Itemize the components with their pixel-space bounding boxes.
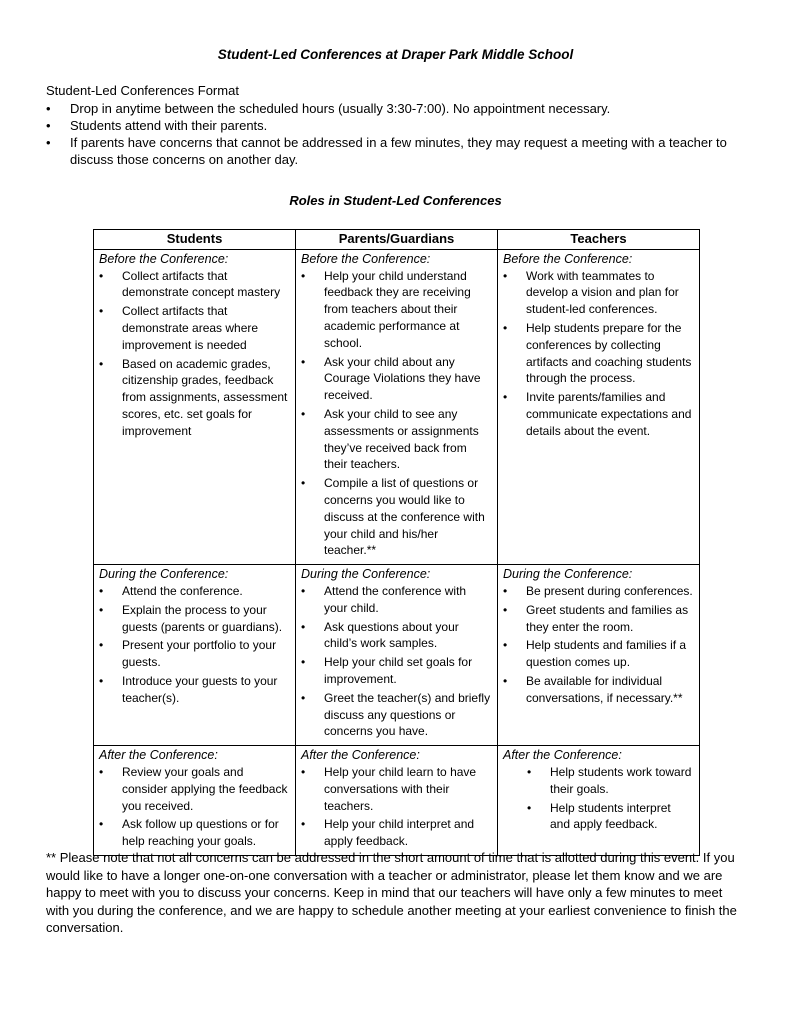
list-item xyxy=(503,583,694,600)
cell-list xyxy=(503,583,694,707)
list-item xyxy=(503,602,694,636)
bullet-icon: • xyxy=(99,673,104,688)
phase-label: Before the Conference: xyxy=(301,251,431,266)
bullet-icon: • xyxy=(46,118,51,133)
list-item-text: Introduce your guests to your teacher(s). xyxy=(122,673,278,705)
list-item xyxy=(301,354,492,404)
cell-list xyxy=(99,268,290,440)
roles-table xyxy=(93,229,700,856)
list-item-text: Greet the teacher(s) and briefly discuss any questions or concerns you have. xyxy=(324,690,491,739)
bullet-icon: • xyxy=(301,764,306,779)
phase-label: After the Conference: xyxy=(301,748,420,763)
table-cell-parents-before xyxy=(296,249,498,564)
list-item xyxy=(99,764,290,814)
format-item-text: Drop in anytime between the scheduled hours (usually 3:30-7:00). No appointment necessary. xyxy=(70,101,611,116)
table-row-before xyxy=(94,249,700,564)
list-item xyxy=(301,619,492,653)
list-item xyxy=(301,654,492,688)
phase-label: After the Conference: xyxy=(503,748,622,763)
bullet-icon: • xyxy=(527,800,532,815)
format-list-item xyxy=(46,100,746,117)
cell-list xyxy=(301,764,492,850)
bullet-icon: • xyxy=(99,638,104,653)
format-list-item xyxy=(46,117,746,134)
list-item xyxy=(301,816,492,850)
list-item xyxy=(99,583,290,600)
list-item-text: Attend the conference with your child. xyxy=(324,583,467,615)
list-item xyxy=(301,475,492,559)
list-item-text: Compile a list of questions or concerns you would like to discuss at the conference with your child and his/her teacher.** xyxy=(324,476,485,558)
bullet-icon: • xyxy=(99,602,104,617)
table-row-during xyxy=(94,565,700,746)
list-item-text: Collect artifacts that demonstrate areas where improvement is needed xyxy=(122,304,259,352)
list-item xyxy=(301,583,492,617)
list-item-text: Ask questions about your child’s work samples. xyxy=(324,619,459,651)
list-item-text: Help your child interpret and apply feedback. xyxy=(324,817,475,849)
phase-label: During the Conference: xyxy=(503,567,633,582)
list-item-text: Ask follow up questions or for help reaching your goals. xyxy=(122,817,279,849)
bullet-icon: • xyxy=(301,817,306,832)
bullet-icon: • xyxy=(503,268,508,283)
list-item xyxy=(99,816,290,850)
bullet-icon: • xyxy=(301,476,306,491)
list-item-text: Help students prepare for the conferences by collecting artifacts and coaching students through the process. xyxy=(526,320,692,386)
list-item-text: Help students and families if a question comes up. xyxy=(526,638,687,670)
bullet-icon: • xyxy=(503,673,508,688)
list-item-text: Greet students and families as they enter the room. xyxy=(526,602,689,634)
bullet-icon: • xyxy=(301,619,306,634)
list-item-text: Work with teammates to develop a vision and plan for student-led conferences. xyxy=(526,268,679,317)
cell-list xyxy=(503,764,694,833)
list-item xyxy=(503,389,694,439)
list-item xyxy=(99,673,290,707)
bullet-icon: • xyxy=(301,690,306,705)
list-item xyxy=(301,764,492,814)
bullet-icon: • xyxy=(503,320,508,335)
column-header-teachers: Teachers xyxy=(498,230,700,250)
list-item xyxy=(503,673,694,707)
list-item xyxy=(99,268,290,302)
column-header-parents: Parents/Guardians xyxy=(296,230,498,250)
list-item-text: Help your child understand feedback they are receiving from teachers about their academic performance at school. xyxy=(324,268,471,350)
bullet-icon: • xyxy=(99,764,104,779)
phase-label: During the Conference: xyxy=(301,567,431,582)
bullet-icon: • xyxy=(301,655,306,670)
list-item xyxy=(99,602,290,636)
bullet-icon: • xyxy=(301,268,306,283)
table-cell-teachers-during xyxy=(498,565,700,746)
table-cell-teachers-before xyxy=(498,249,700,564)
list-item-text: Ask your child about any Courage Violations they have received. xyxy=(324,354,481,403)
table-row-after xyxy=(94,746,700,856)
document-title: Student-Led Conferences at Draper Park Middle School xyxy=(217,47,574,62)
list-item xyxy=(99,637,290,671)
cell-list xyxy=(99,583,290,707)
list-item-text: Be available for individual conversations, if necessary.** xyxy=(526,673,683,705)
bullet-icon: • xyxy=(527,764,532,779)
list-item-text: Help students interpret and apply feedback. xyxy=(550,800,671,832)
list-item-text: Present your portfolio to your guests. xyxy=(122,638,277,670)
table-cell-students-after xyxy=(94,746,296,856)
column-header-students: Students xyxy=(94,230,296,250)
bullet-icon: • xyxy=(99,268,104,283)
list-item-text: Ask your child to see any assessments or assignments they’ve received back from their teachers. xyxy=(324,406,479,472)
list-item-text: Help your child set goals for improvement. xyxy=(324,655,473,686)
list-item-text: Collect artifacts that demonstrate concept mastery xyxy=(122,268,281,300)
list-item xyxy=(301,268,492,352)
cell-list xyxy=(503,268,694,440)
bullet-icon: • xyxy=(99,583,104,598)
format-item-text: If parents have concerns that cannot be addressed in a few minutes, they may request a meeting with a teacher to discuss those concerns on another day. xyxy=(70,135,727,167)
list-item xyxy=(503,637,694,671)
list-item xyxy=(503,268,694,318)
bullet-icon: • xyxy=(301,406,306,421)
bullet-icon: • xyxy=(99,304,104,319)
list-item xyxy=(99,356,290,440)
list-item xyxy=(503,800,694,834)
list-item-text: Attend the conference. xyxy=(122,583,243,598)
footnote: ** Please note that not all concerns can be addressed in the short amount of time that is allotted during this event. If you would like to have a longer one-on-one conversation with a teacher or administrator, please let them know and we are happy to meet with you to discuss your concerns. Keep in mind that our teachers will have only a few minutes to meet with you during the conference, and we are happy to schedule another meeting at your earliest convenience to finish the conversation. xyxy=(46,850,737,935)
list-item xyxy=(301,406,492,473)
phase-label: During the Conference: xyxy=(99,567,229,582)
table-cell-students-during xyxy=(94,565,296,746)
table-cell-teachers-after xyxy=(498,746,700,856)
list-item xyxy=(99,303,290,353)
bullet-icon: • xyxy=(503,638,508,653)
bullet-icon: • xyxy=(503,583,508,598)
list-item-text: Help your child learn to have conversations with their teachers. xyxy=(324,764,477,813)
list-item-text: Help students work toward their goals. xyxy=(550,764,692,796)
list-item-text: Review your goals and consider applying the feedback you received. xyxy=(122,764,288,813)
phase-label: Before the Conference: xyxy=(503,251,633,266)
table-cell-students-before xyxy=(94,249,296,564)
format-item-text: Students attend with their parents. xyxy=(70,118,268,133)
bullet-icon: • xyxy=(301,583,306,598)
list-item-text: Invite parents/families and communicate expectations and details about the event. xyxy=(526,390,692,438)
list-item xyxy=(503,320,694,387)
list-item-text: Explain the process to your guests (parents or guardians). xyxy=(122,602,283,634)
bullet-icon: • xyxy=(301,354,306,369)
table-header-row xyxy=(94,230,700,250)
bullet-icon: • xyxy=(99,817,104,832)
format-list-item xyxy=(46,134,746,168)
bullet-icon: • xyxy=(99,356,104,371)
list-item xyxy=(503,764,694,798)
table-cell-parents-after xyxy=(296,746,498,856)
phase-label: Before the Conference: xyxy=(99,251,229,266)
list-item xyxy=(301,690,492,740)
phase-label: After the Conference: xyxy=(99,748,218,763)
cell-list xyxy=(301,583,492,740)
format-heading: Student-Led Conferences Format xyxy=(46,83,239,98)
list-item-text: Be present during conferences. xyxy=(526,583,693,598)
roles-heading: Roles in Student-Led Conferences xyxy=(289,193,502,208)
table-cell-parents-during xyxy=(296,565,498,746)
cell-list xyxy=(301,268,492,560)
bullet-icon: • xyxy=(46,101,51,116)
list-item-text: Based on academic grades, citizenship grades, feedback from assignments, assessment scores, etc. set goals for improvement xyxy=(122,356,288,438)
bullet-icon: • xyxy=(46,135,51,150)
bullet-icon: • xyxy=(503,390,508,405)
format-list xyxy=(46,100,746,168)
cell-list xyxy=(99,764,290,850)
bullet-icon: • xyxy=(503,602,508,617)
